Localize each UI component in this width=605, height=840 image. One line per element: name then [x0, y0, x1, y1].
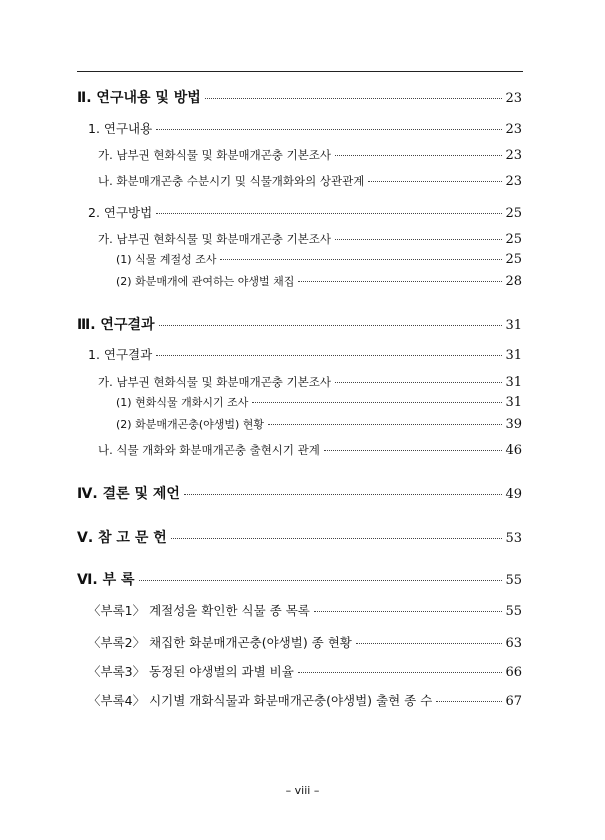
toc-entry-appendix-3[interactable]: [88, 662, 522, 680]
dot-leader: [156, 129, 502, 130]
toc-entry-subsection[interactable]: [98, 231, 522, 247]
page-number: – viii –: [285, 784, 320, 797]
dot-leader: [159, 325, 503, 326]
toc-entry-appendix-4[interactable]: [88, 691, 522, 709]
toc-entry-page: 39: [505, 417, 522, 432]
toc-entry-subsection[interactable]: [98, 173, 522, 189]
toc-entry-label: Ⅱ. 연구내용 및 방법: [77, 90, 201, 106]
toc-entry-page: 46: [505, 443, 522, 458]
toc-entry-subsection[interactable]: [98, 147, 522, 163]
toc-entry-label: (1) 식물 계절성 조사: [116, 253, 217, 266]
toc-entry-chapter-6[interactable]: [77, 569, 522, 589]
dot-leader: [184, 494, 503, 495]
toc-entry-label: 2. 연구방법: [88, 205, 153, 220]
toc-entry-page: 31: [505, 395, 522, 410]
toc-entry-page: 25: [505, 206, 522, 221]
toc-entry-label: 〈부록1〉 계절성을 확인한 식물 종 목록: [88, 603, 310, 618]
toc-entry-label: 1. 연구내용: [88, 121, 153, 136]
toc-entry-item[interactable]: [116, 394, 522, 410]
toc-entry-label: 1. 연구결과: [88, 347, 153, 362]
toc-entry-page: 66: [505, 665, 522, 680]
toc-entry-section[interactable]: [88, 203, 522, 221]
dot-leader: [139, 580, 503, 581]
toc-entry-page: 28: [505, 274, 522, 289]
toc-entry-label: 〈부록3〉 동정된 야생벌의 과별 비율: [88, 664, 294, 679]
toc-entry-label: Ⅵ. 부 록: [77, 572, 135, 588]
toc-entry-label: 〈부록4〉 시기별 개화식물과 화분매개곤충(야생벌) 출현 종 수: [88, 693, 433, 708]
toc-entry-page: 25: [505, 252, 522, 267]
toc-entry-label: (1) 현화식물 개화시기 조사: [116, 396, 249, 409]
dot-leader: [368, 181, 502, 182]
dot-leader: [298, 281, 502, 282]
toc-entry-page: 31: [505, 375, 522, 390]
toc-entry-subsection[interactable]: [98, 442, 522, 458]
toc-entry-page: 23: [505, 174, 522, 189]
toc-entry-chapter-3[interactable]: [77, 314, 522, 334]
toc-entry-item[interactable]: [116, 416, 522, 432]
toc-entry-label: (2) 화분매개에 관여하는 야생벌 채집: [116, 275, 295, 288]
toc-entry-label: 나. 화분매개곤충 수분시기 및 식물개화와의 상관관계: [98, 174, 365, 188]
dot-leader: [324, 450, 503, 451]
dot-leader: [436, 701, 502, 702]
toc-entry-appendix-2[interactable]: [88, 633, 522, 651]
toc-entry-label: 〈부록2〉 채집한 화분매개곤충(야생벌) 종 현황: [88, 635, 352, 650]
toc-entry-item[interactable]: [116, 251, 522, 267]
dot-leader: [335, 239, 502, 240]
toc-entry-page: 25: [505, 232, 522, 247]
toc-entry-chapter-2[interactable]: [77, 87, 522, 107]
toc-entry-page: 31: [505, 318, 522, 333]
toc-entry-section[interactable]: [88, 119, 522, 137]
dot-leader: [252, 402, 502, 403]
toc-entry-label: 나. 식물 개화와 화분매개곤충 출현시기 관계: [98, 443, 320, 457]
toc-entry-label: Ⅴ. 참 고 문 헌: [77, 530, 167, 546]
toc-entry-label: 가. 남부권 현화식물 및 화분매개곤충 기본조사: [98, 148, 332, 162]
toc-entry-page: 55: [505, 573, 522, 588]
dot-leader: [205, 98, 503, 99]
toc-entry-label: Ⅲ. 연구결과: [77, 317, 155, 333]
dot-leader: [298, 672, 503, 673]
dot-leader: [356, 643, 503, 644]
toc-entry-item[interactable]: [116, 273, 522, 289]
toc-entry-label: (2) 화분매개곤충(야생벌) 현황: [116, 418, 265, 431]
toc-entry-label: Ⅳ. 결론 및 제언: [77, 486, 180, 502]
dot-leader: [314, 611, 503, 612]
toc-entry-chapter-4[interactable]: [77, 483, 522, 503]
toc-entry-label: 가. 남부권 현화식물 및 화분매개곤충 기본조사: [98, 375, 332, 389]
toc-entry-page: 23: [505, 122, 522, 137]
dot-leader: [220, 259, 502, 260]
toc-entry-page: 67: [505, 694, 522, 709]
toc-entry-section[interactable]: [88, 345, 522, 363]
dot-leader: [156, 213, 502, 214]
toc-entry-page: 23: [505, 91, 522, 106]
toc-entry-page: 63: [505, 636, 522, 651]
toc-entry-page: 53: [505, 531, 522, 546]
toc-entry-chapter-5[interactable]: [77, 527, 522, 547]
dot-leader: [335, 382, 502, 383]
toc-entry-page: 49: [505, 487, 522, 502]
dot-leader: [268, 424, 502, 425]
toc-entry-page: 55: [505, 604, 522, 619]
toc-entry-page: 31: [505, 348, 522, 363]
dot-leader: [335, 155, 502, 156]
toc-entry-appendix-1[interactable]: [88, 601, 522, 619]
dot-leader: [171, 538, 503, 539]
dot-leader: [156, 355, 502, 356]
toc-entry-subsection[interactable]: [98, 374, 522, 390]
toc-entry-label: 가. 남부권 현화식물 및 화분매개곤충 기본조사: [98, 232, 332, 246]
toc-entry-page: 23: [505, 148, 522, 163]
